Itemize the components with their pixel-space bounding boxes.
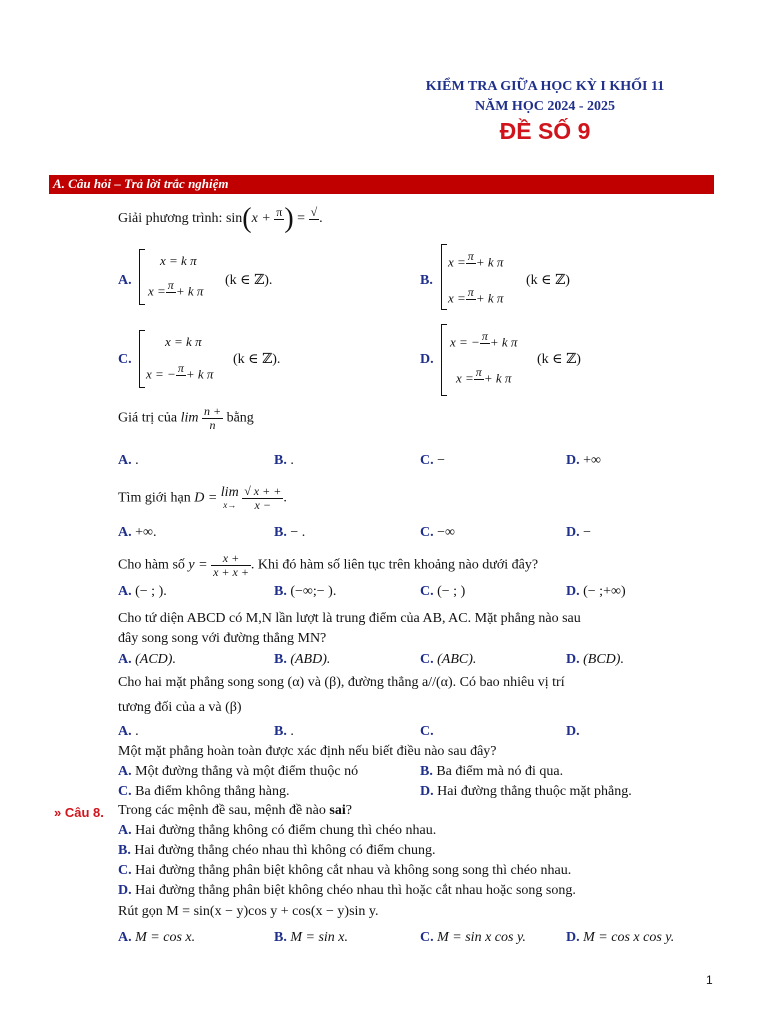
q6-prompt-line2: tương đối của a và (β) xyxy=(118,700,242,715)
q3-option-a[interactable]: A. +∞. xyxy=(118,525,157,540)
q1-option-b-kz: (k ∈ ℤ) xyxy=(526,273,570,288)
q4-yeq: y = xyxy=(188,557,208,573)
q8-option-b[interactable]: B. Hai đường thẳng chéo nhau thì không có điểm chung. xyxy=(118,843,436,858)
q1-option-a-line2: x = π + k π xyxy=(148,278,204,299)
q7-option-d[interactable]: D. Hai đường thẳng thuộc mặt phẳng. xyxy=(420,784,632,799)
q1-option-b-line2: x = π + k π xyxy=(448,285,504,306)
q4-suffix: . Khi đó hàm số liên tục trên khoảng nào dưới đây? xyxy=(250,557,539,573)
q1-option-a-bracket xyxy=(139,249,140,305)
q3-option-b[interactable]: B. − . xyxy=(274,525,306,540)
q1-option-c-label[interactable]: C. xyxy=(118,352,132,367)
q1-paren-open: ( xyxy=(242,203,252,234)
q1-option-d-kz: (k ∈ ℤ) xyxy=(537,352,581,367)
q4-option-c[interactable]: C. (− ; ) xyxy=(420,584,466,599)
q1-option-b-label[interactable]: B. xyxy=(420,273,433,288)
q1-prompt-line: Giải phương trình: sin(x + π ) = √ . xyxy=(118,203,323,234)
q5-option-a[interactable]: A. (ACD). xyxy=(118,652,176,667)
q1-option-d-label[interactable]: D. xyxy=(420,352,434,367)
q9-option-c[interactable]: C. M = sin x cos y. xyxy=(420,930,526,945)
q1-fraction: π xyxy=(276,204,283,219)
q7-prompt: Một mặt phẳng hoàn toàn được xác định nếu biết điều nào sau đây? xyxy=(118,744,497,759)
q6-option-a[interactable]: A. . xyxy=(118,724,139,739)
q5-option-d[interactable]: D. (BCD). xyxy=(566,652,624,667)
q1-option-a-line1: x = k π xyxy=(160,253,197,268)
q1-sin: sin xyxy=(225,211,243,227)
q9-option-d[interactable]: D. M = cos x cos y. xyxy=(566,930,675,945)
q1-option-c-line1: x = k π xyxy=(165,334,202,349)
q2-suffix: bằng xyxy=(226,410,254,426)
q4-option-d[interactable]: D. (− ;+∞) xyxy=(566,584,626,599)
q1-paren-close: ) xyxy=(284,203,294,234)
q1-option-d-line2: x = π + k π xyxy=(456,365,512,386)
q1-option-b-bracket xyxy=(441,244,442,310)
q3-prompt: Tìm giới hạn xyxy=(118,490,191,506)
q1-option-d-line1: x = − π + k π xyxy=(450,329,518,350)
exam-number-title: ĐỀ SỐ 9 xyxy=(499,118,591,144)
q1-rhs-fraction: √ xyxy=(310,204,318,219)
page-number: 1 xyxy=(706,973,713,987)
q8-option-c[interactable]: C. Hai đường thẳng phân biệt không cắt nhau và không song song thì chéo nhau. xyxy=(118,863,572,878)
q2-lim: lim xyxy=(180,410,199,426)
q9-option-b[interactable]: B. M = sin x. xyxy=(274,930,349,945)
exam-title-line1: KIỂM TRA GIỮA HỌC KỲ I KHỐI 11 xyxy=(425,79,665,94)
q4-prompt: Cho hàm số xyxy=(118,557,185,573)
q5-option-c[interactable]: C. (ABC). xyxy=(420,652,477,667)
q3-lim: lim x→ xyxy=(220,484,239,510)
q1-option-a-label[interactable]: A. xyxy=(118,273,132,288)
q1-eq: = xyxy=(297,211,306,227)
q1-option-b-line1: x = π + k π xyxy=(448,249,504,270)
q9-prompt: Rút gọn M = sin(x − y)cos y + cos(x − y)sin y. xyxy=(118,904,379,919)
q2-option-d[interactable]: D. +∞ xyxy=(566,453,602,468)
q3-prompt-line: Tìm giới hạn D = lim x→ $\frac{√ x + +}{x -}$ . xyxy=(118,484,287,512)
q8-option-a[interactable]: A. Hai đường thẳng không có điểm chung thì chéo nhau. xyxy=(118,823,437,838)
q6-option-c[interactable]: C. xyxy=(420,724,434,739)
q3-option-c[interactable]: C. −∞ xyxy=(420,525,456,540)
q3-fraction: $\frac{√ x + +}{x -}$ xyxy=(244,484,282,512)
q8-marker: » Câu 8. xyxy=(54,805,104,820)
q3-option-d[interactable]: D. − xyxy=(566,525,592,540)
q2-option-b[interactable]: B. . xyxy=(274,453,294,468)
q4-option-a[interactable]: A. (− ; ). xyxy=(118,584,167,599)
q6-prompt-line1: Cho hai mặt phẳng song song (α) và (β), đường thẳng a//(α). Có bao nhiêu vị trí xyxy=(118,675,565,690)
q2-prompt: Giá trị của xyxy=(118,410,178,426)
q4-prompt-line xyxy=(118,552,538,579)
q7-option-c[interactable]: C. Ba điểm không thẳng hàng. xyxy=(118,784,290,799)
q1-prompt: Giải phương trình: xyxy=(118,211,223,227)
section-bar xyxy=(49,175,714,194)
q1-x: x + xyxy=(251,211,271,227)
q5-option-b[interactable]: B. (ABD). xyxy=(274,652,331,667)
q6-option-d[interactable]: D. xyxy=(566,724,580,739)
q8-prompt-bold: sai xyxy=(329,803,346,818)
q1-option-c-bracket xyxy=(139,330,140,388)
q1-option-a-kz: (k ∈ ℤ). xyxy=(225,273,273,288)
q2-prompt-line xyxy=(118,405,254,432)
q1-option-d-bracket xyxy=(441,324,442,396)
q7-option-a[interactable]: A. Một đường thẳng và một điểm thuộc nó xyxy=(118,764,359,779)
q3-D: D = xyxy=(194,490,218,506)
q1-option-c-line2: x = − π + k π xyxy=(146,361,214,382)
q4-fraction: $\frac{x +}{x + x +}$ xyxy=(213,551,249,579)
q2-option-c[interactable]: C. − xyxy=(420,453,446,468)
q5-prompt-line1: Cho tứ diện ABCD có M,N lần lượt là trung điểm của AB, AC. Mặt phẳng nào sau xyxy=(118,611,581,626)
q9-option-a[interactable]: A. M = cos x. xyxy=(118,930,196,945)
q1-option-c-kz: (k ∈ ℤ). xyxy=(233,352,281,367)
section-title: A. Câu hỏi – Trả lời trắc nghiệm xyxy=(53,176,229,191)
q8-prompt-line: Trong các mệnh đề sau, mệnh đề nào sai? xyxy=(118,803,352,818)
q5-prompt-line2: đây song song với đường thẳng MN? xyxy=(118,631,327,646)
q2-fraction: $\frac{n +}{n}$ xyxy=(203,404,222,432)
q7-option-b[interactable]: B. Ba điểm mà nó đi qua. xyxy=(420,764,564,779)
q6-option-b[interactable]: B. . xyxy=(274,724,294,739)
q4-option-b[interactable]: B. (−∞;− ). xyxy=(274,584,337,599)
q8-option-d[interactable]: D. Hai đường thẳng phân biệt không chéo nhau thì hoặc cắt nhau hoặc song song. xyxy=(118,883,576,898)
exam-title-line2: NĂM HỌC 2024 - 2025 xyxy=(475,99,615,114)
q2-option-a[interactable]: A. . xyxy=(118,453,139,468)
